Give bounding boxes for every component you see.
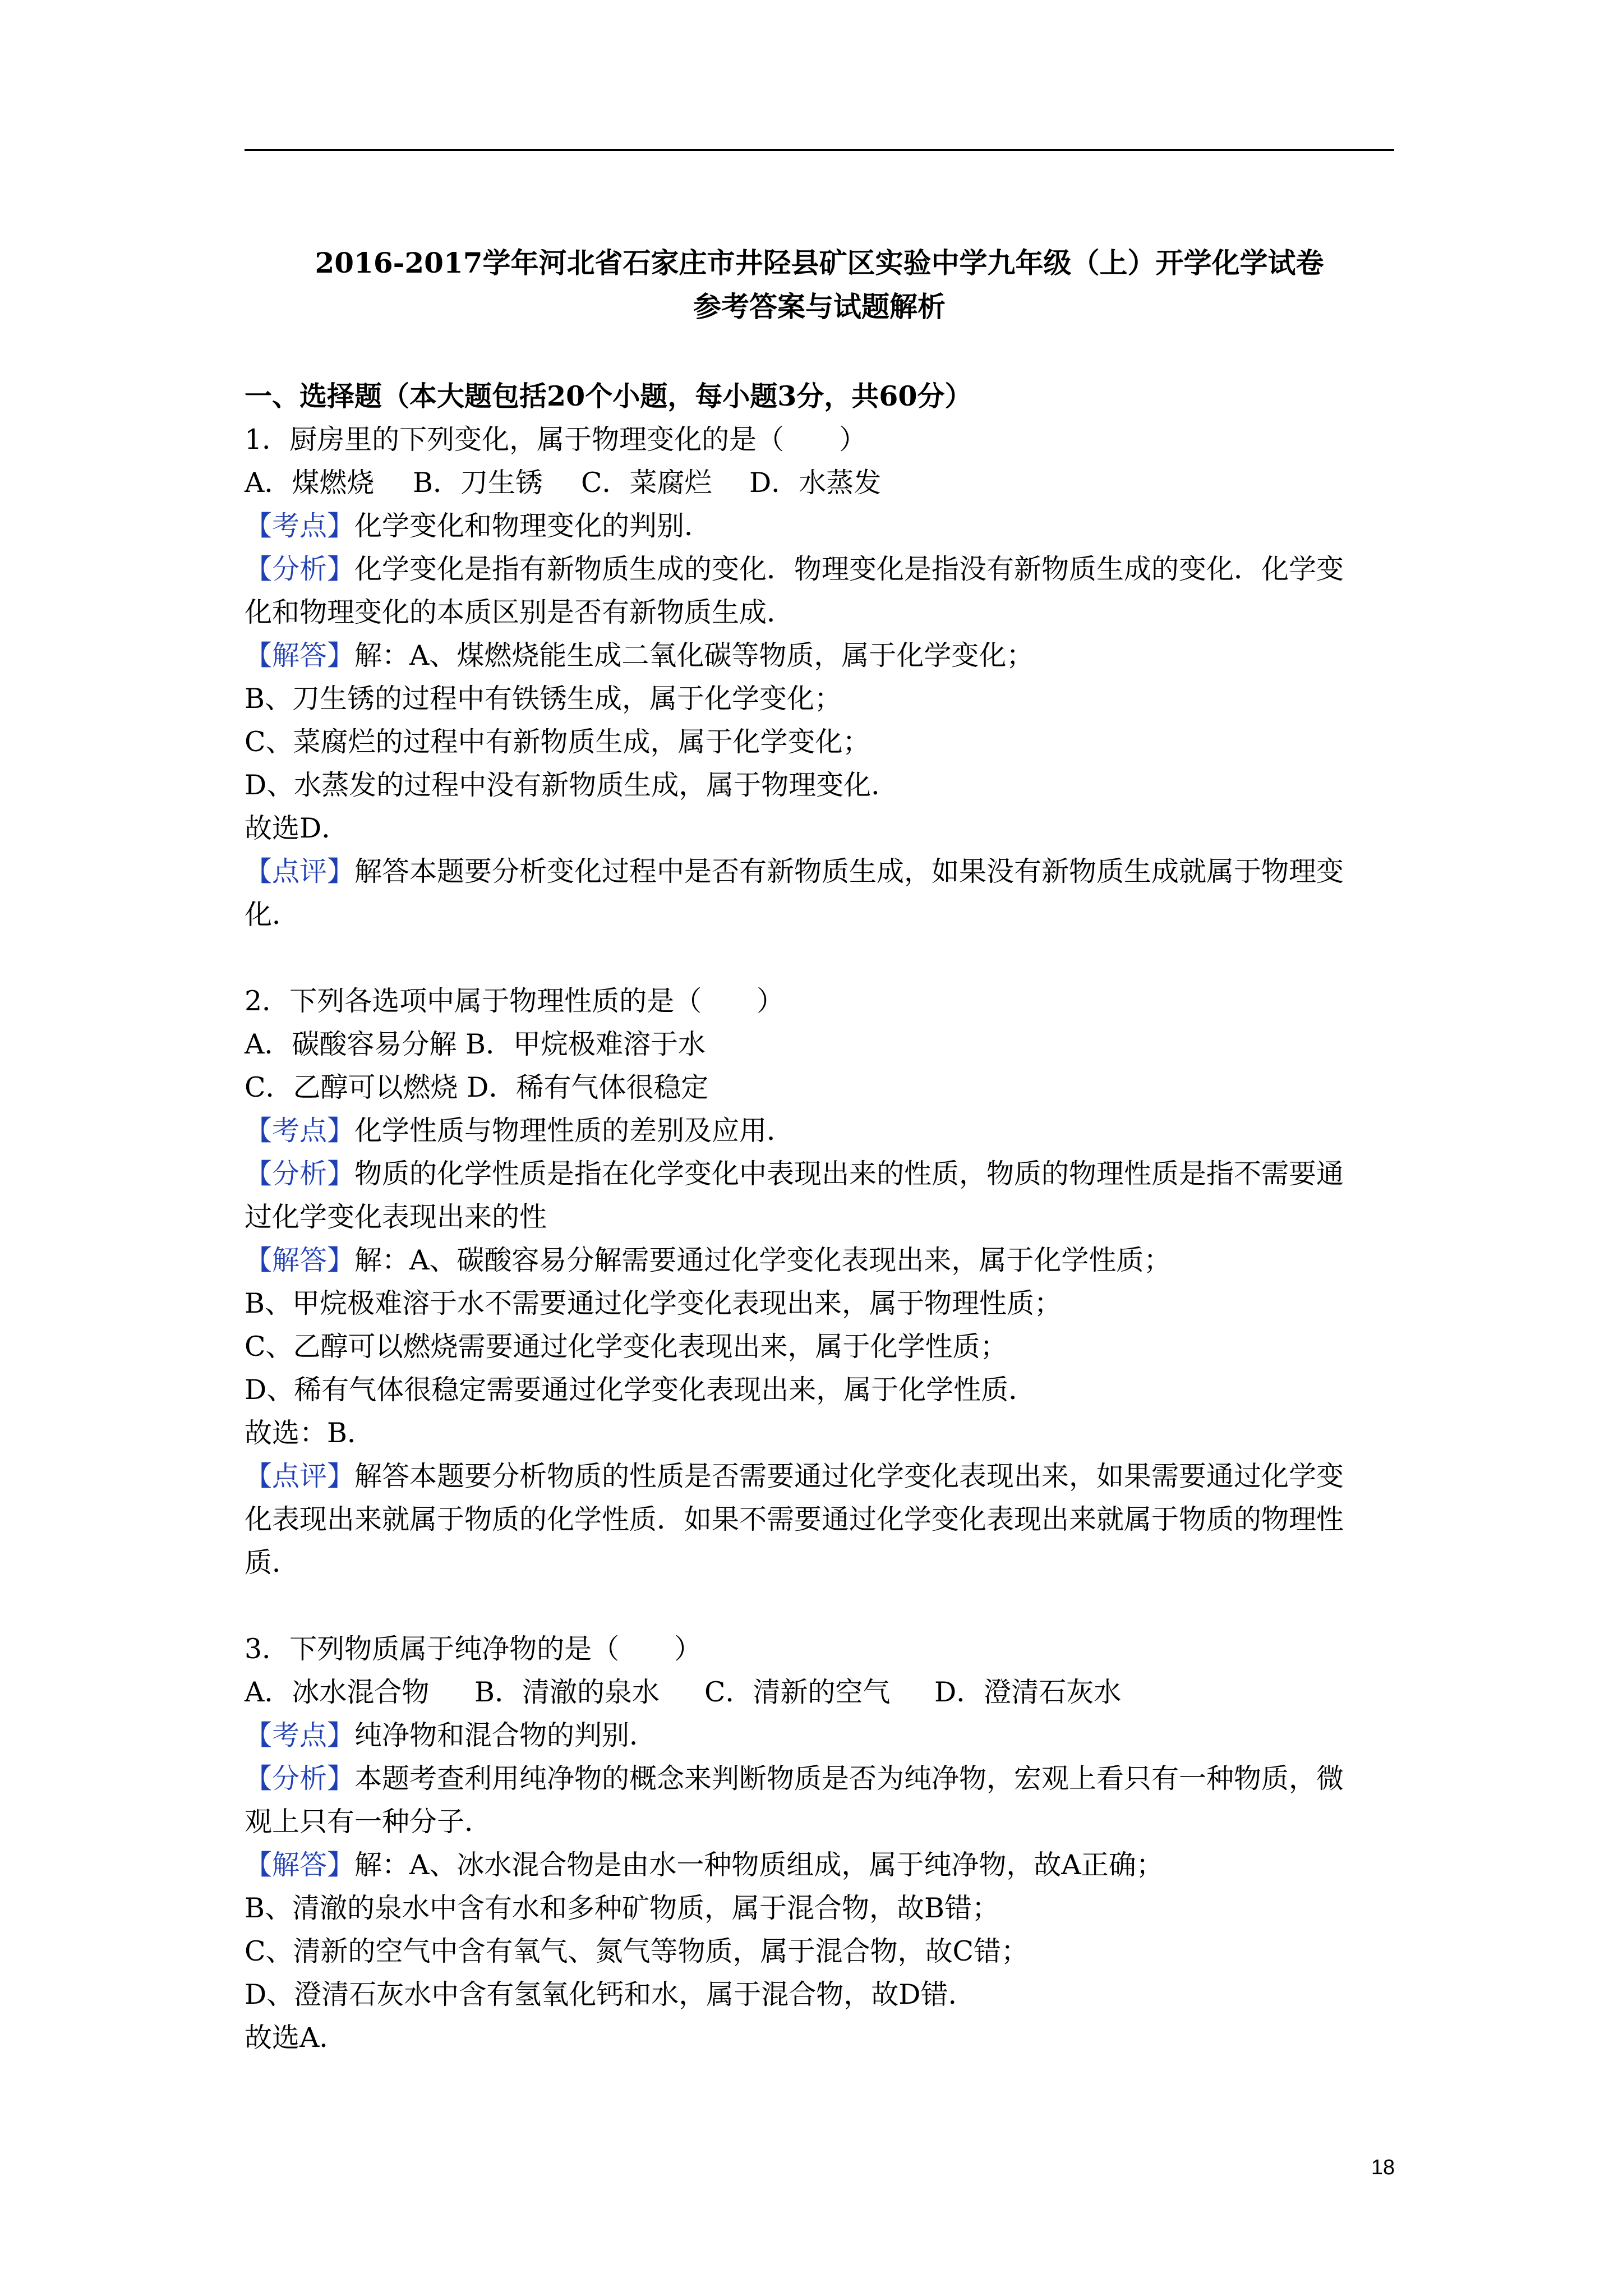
dianping-line bbox=[245, 850, 1394, 893]
kaodian-tag: 【考点】 bbox=[245, 1719, 355, 1751]
dianping-text: 质． bbox=[245, 1547, 300, 1579]
question-options bbox=[245, 1671, 1394, 1714]
page-number: 18 bbox=[1371, 2156, 1395, 2179]
jieda-tag: 【解答】 bbox=[245, 1849, 355, 1881]
dianping-tag: 【点评】 bbox=[245, 1460, 355, 1492]
jieda-text: D、水蒸发的过程中没有新物质生成，属于物理变化． bbox=[245, 769, 899, 801]
question-stem: 2．下列各选项中属于物理性质的是（ ） bbox=[245, 985, 785, 1017]
option-b: B．清澈的泉水 bbox=[474, 1676, 660, 1708]
question-1 bbox=[245, 418, 1394, 936]
kaodian-tag: 【考点】 bbox=[245, 1115, 355, 1147]
answer-content bbox=[245, 375, 1394, 2059]
option-d: D．澄清石灰水 bbox=[934, 1676, 1122, 1708]
section-heading: 一、选择题（本大题包括20个小题，每小题3分，共60分） bbox=[245, 380, 972, 412]
fenxi-text: 观上只有一种分子． bbox=[245, 1806, 492, 1838]
jieda-text: C、乙醇可以燃烧需要通过化学变化表现出来，属于化学性质； bbox=[245, 1331, 1008, 1363]
jieda-line bbox=[245, 1239, 1394, 1282]
fenxi-tag: 【分析】 bbox=[245, 553, 355, 585]
jieda-text: C、清新的空气中含有氧气、氮气等物质，属于混合物，故C错； bbox=[245, 1935, 1029, 1967]
fenxi-text: 化和物理变化的本质区别是否有新物质生成． bbox=[245, 596, 795, 628]
option-b: B．刀生锈 bbox=[413, 467, 543, 499]
kaodian-line bbox=[245, 1109, 1394, 1152]
question-options: A．碳酸容易分解 B．甲烷极难溶于水 bbox=[245, 1028, 706, 1060]
dianping-text: 解答本题要分析物质的性质是否需要通过化学变化表现出来，如果需要通过化学变 bbox=[354, 1460, 1344, 1492]
jieda-tag: 【解答】 bbox=[245, 1244, 355, 1276]
fenxi-tag: 【分析】 bbox=[245, 1763, 355, 1795]
question-options: C．乙醇可以燃烧 D．稀有气体很稳定 bbox=[245, 1071, 709, 1103]
jieda-line bbox=[245, 1843, 1394, 1887]
document-title: 2016-2017学年河北省石家庄市井陉县矿区实验中学九年级（上）开学化学试卷 bbox=[315, 246, 1324, 279]
fenxi-tag: 【分析】 bbox=[245, 1158, 355, 1190]
jieda-text: B、甲烷极难溶于水不需要通过化学变化表现出来，属于物理性质； bbox=[245, 1287, 1062, 1319]
kaodian-text: 化学性质与物理性质的差别及应用． bbox=[354, 1115, 795, 1147]
question-stem: 3．下列物质属于纯净物的是（ ） bbox=[245, 1633, 702, 1665]
fenxi-text: 化学变化是指有新物质生成的变化．物理变化是指没有新物质生成的变化．化学变 bbox=[354, 553, 1344, 585]
jieda-text: 解：A、煤燃烧能生成二氧化碳等物质，属于化学变化； bbox=[354, 639, 1034, 671]
dianping-line bbox=[245, 1455, 1394, 1498]
question-2 bbox=[245, 979, 1394, 1584]
fenxi-text: 物质的化学性质是指在化学变化中表现出来的性质，物质的物理性质是指不需要通 bbox=[354, 1158, 1344, 1190]
option-a: A．煤燃烧 bbox=[245, 467, 375, 499]
document-subtitle: 参考答案与试题解析 bbox=[693, 290, 946, 323]
jieda-line bbox=[245, 634, 1394, 677]
fenxi-line bbox=[245, 547, 1394, 591]
option-d: D．水蒸发 bbox=[749, 467, 882, 499]
kaodian-text: 纯净物和混合物的判别． bbox=[354, 1719, 657, 1751]
kaodian-line bbox=[245, 504, 1394, 547]
jieda-text: C、菜腐烂的过程中有新物质生成，属于化学变化； bbox=[245, 726, 870, 758]
dianping-tag: 【点评】 bbox=[245, 855, 355, 887]
fenxi-text: 过化学变化表现出来的性 bbox=[245, 1201, 547, 1233]
jieda-text: B、清澈的泉水中含有水和多种矿物质，属于混合物，故B错； bbox=[245, 1892, 1000, 1924]
question-stem: 1．厨房里的下列变化，属于物理变化的是（ ） bbox=[245, 424, 867, 455]
question-options bbox=[245, 461, 1394, 504]
option-a: A．冰水混合物 bbox=[245, 1676, 430, 1708]
jieda-tag: 【解答】 bbox=[245, 639, 355, 671]
header-rule bbox=[245, 149, 1394, 151]
jieda-answer: 故选A． bbox=[245, 2022, 347, 2054]
jieda-answer: 故选D． bbox=[245, 812, 349, 844]
option-c: C．清新的空气 bbox=[704, 1676, 891, 1708]
dianping-text: 化． bbox=[245, 899, 300, 931]
kaodian-line bbox=[245, 1714, 1394, 1757]
fenxi-text: 本题考查利用纯净物的概念来判断物质是否为纯净物，宏观上看只有一种物质，微 bbox=[354, 1763, 1344, 1795]
kaodian-text: 化学变化和物理变化的判别． bbox=[354, 510, 712, 542]
jieda-text: B、刀生锈的过程中有铁锈生成，属于化学变化； bbox=[245, 683, 842, 715]
question-3 bbox=[245, 1627, 1394, 2059]
jieda-text: 解：A、冰水混合物是由水一种物质组成，属于纯净物，故A正确； bbox=[354, 1849, 1164, 1881]
kaodian-tag: 【考点】 bbox=[245, 510, 355, 542]
jieda-text: D、稀有气体很稳定需要通过化学变化表现出来，属于化学性质． bbox=[245, 1374, 1036, 1406]
jieda-text: D、澄清石灰水中含有氢氧化钙和水，属于混合物，故D错． bbox=[245, 1978, 976, 2010]
dianping-text: 化表现出来就属于物质的化学性质．如果不需要通过化学变化表现出来就属于物质的物理性 bbox=[245, 1503, 1344, 1535]
option-c: C．菜腐烂 bbox=[581, 467, 712, 499]
jieda-answer: 故选：B． bbox=[245, 1417, 375, 1449]
fenxi-line bbox=[245, 1152, 1394, 1195]
fenxi-line bbox=[245, 1757, 1394, 1800]
dianping-text: 解答本题要分析变化过程中是否有新物质生成，如果没有新物质生成就属于物理变 bbox=[354, 855, 1344, 887]
jieda-text: 解：A、碳酸容易分解需要通过化学变化表现出来，属于化学性质； bbox=[354, 1244, 1172, 1276]
